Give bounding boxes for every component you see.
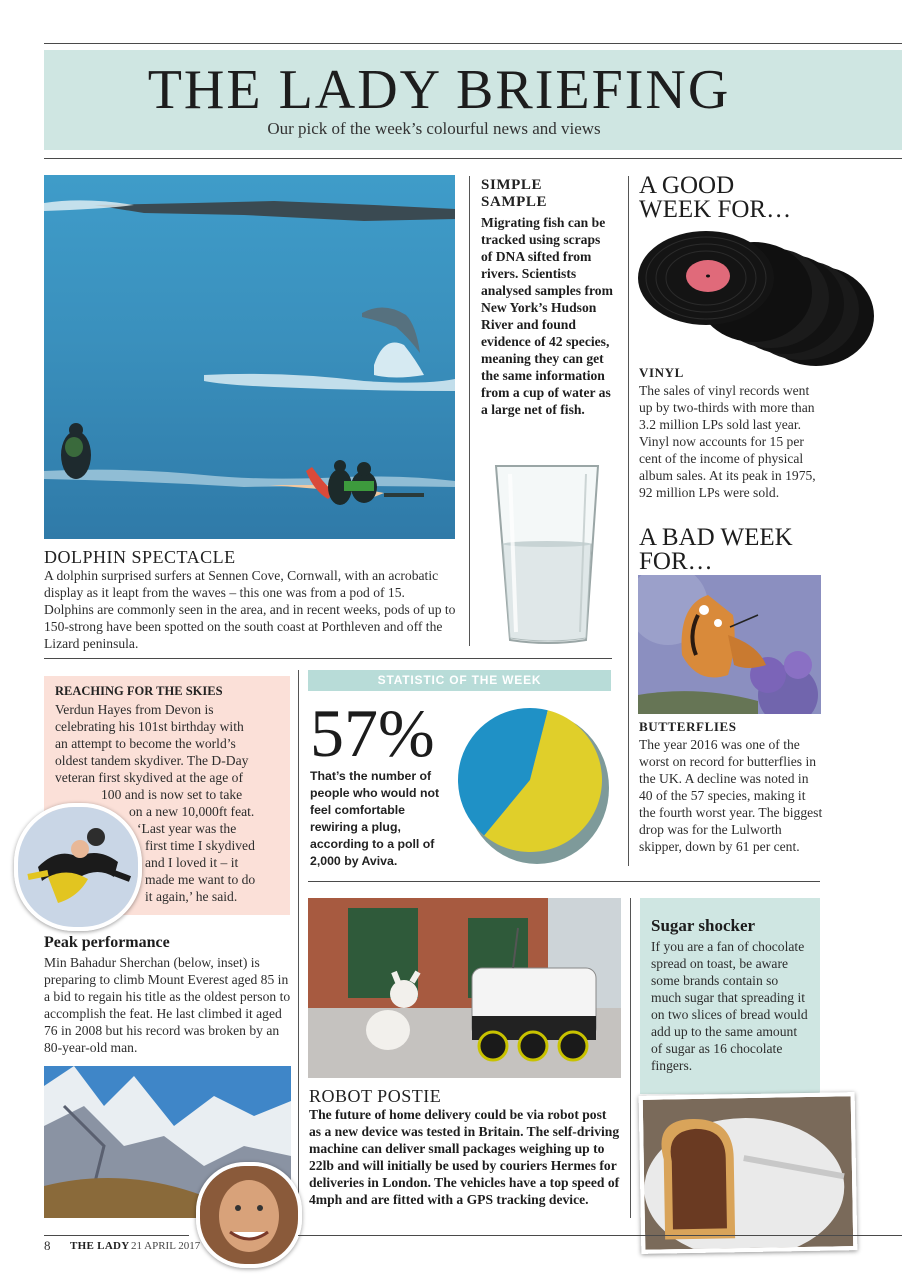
top-rule bbox=[44, 43, 902, 44]
dolphin-headline: DOLPHIN SPECTACLE bbox=[44, 547, 236, 567]
vinyl-body: The sales of vinyl records went up by two-thirds with more than 3.2 million LPs sold last year. Vinyl now accounts for 15 per cent of the income of physical album sales. At its peak in 1975, 92 million LPs were sold. bbox=[639, 383, 816, 500]
dolphin-body: A dolphin surprised surfers at Sennen Cove, Cornwall, with an acrobatic display as it leapt from the waves – this one was from a pod of 15. Dolphins are commonly seen in the area, and in recent weeks, pods of up to 150-strong have been spotted on the south coast at Porthleven and off the Lizard peninsula. bbox=[44, 568, 456, 651]
sherchan-photo bbox=[196, 1162, 302, 1268]
skies-line: veteran first skydived at the age of bbox=[55, 770, 243, 785]
skydiver-photo bbox=[14, 803, 142, 931]
dolphin-photo bbox=[44, 175, 455, 539]
sugar-body: If you are a fan of chocolate spread on toast, be aware some brands contain so much sugar that spreading it on two slices of bread would add up to the same amount of sugar as 16 chocolate fingers. bbox=[651, 939, 808, 1073]
chocolate-toast-photo bbox=[639, 1092, 858, 1254]
skies-line: ‘Last year was the bbox=[137, 821, 237, 836]
header-bottom-rule bbox=[44, 158, 902, 159]
column-divider bbox=[298, 670, 299, 1235]
page-subtitle: Our pick of the week’s colourful news and views bbox=[267, 119, 601, 138]
robot-headline: ROBOT POSTIE bbox=[309, 1086, 442, 1106]
page-number: 8 bbox=[44, 1238, 51, 1253]
skies-headline: REACHING FOR THE SKIES bbox=[55, 684, 223, 698]
section-rule bbox=[308, 881, 820, 882]
simple-sample-body: Migrating fish can be tracked using scraps of DNA sifted from rivers. Scientists analysed samples from New York’s Hudson River and found evidence of 42 species, meaning they can get the same information from a cup of water as a large net of fish. bbox=[481, 215, 613, 417]
page-title: THE LADY BRIEFING bbox=[147, 59, 731, 121]
footer-rule bbox=[298, 1235, 902, 1236]
statistic-banner: STATISTIC OF THE WEEK bbox=[308, 670, 611, 691]
column-divider bbox=[628, 176, 629, 866]
skies-line: and I loved it – it bbox=[145, 855, 239, 870]
vinyl-records-image bbox=[636, 228, 876, 368]
column-divider bbox=[469, 176, 470, 646]
skies-line: an attempt to become the world’s bbox=[55, 736, 236, 751]
bad-week-headline: A BAD WEEK FOR… bbox=[639, 524, 793, 575]
robot-body: The future of home delivery could be via robot post as a new device was tested in Britain. The self-driving machine can deliver small packages weighing up to 22lb and will initially be used by couriers Hermes for deliveries in London. The vehicles have a top speed of 4mph and are fitted with a GPS tracking device. bbox=[309, 1107, 620, 1207]
skies-line: it again,’ he said. bbox=[145, 889, 238, 904]
simple-sample-headline: SIMPLE SAMPLE bbox=[481, 177, 548, 210]
water-glass-image bbox=[490, 462, 610, 647]
skies-line: made me want to do bbox=[145, 872, 256, 887]
vinyl-subhead: VINYL bbox=[639, 365, 684, 380]
statistic-value: 57% bbox=[310, 695, 435, 771]
skies-line: Verdun Hayes from Devon is bbox=[55, 702, 214, 717]
statistic-description: That’s the number of people who would not feel comfortable rewiring a plug, according to a poll of 2,000 by Aviva. bbox=[310, 769, 440, 868]
skies-line: celebrating his 101st birthday with bbox=[55, 719, 244, 734]
peak-headline: Peak performance bbox=[44, 934, 170, 951]
issue-date: 21 APRIL 2017 bbox=[131, 1240, 201, 1252]
footer-rule bbox=[44, 1235, 189, 1236]
butterfly-photo bbox=[638, 575, 821, 714]
butterflies-body: The year 2016 was one of the worst on record for butterflies in the UK. A decline was noted in 40 of the 57 species, making it the fourth worst year. The biggest drop was for the Lulworth skipper, down by 61 per cent. bbox=[639, 737, 823, 854]
column-divider bbox=[630, 898, 631, 1218]
statistic-pie-chart bbox=[455, 700, 620, 870]
magazine-name: THE LADY bbox=[70, 1240, 130, 1252]
skies-line: oldest tandem skydiver. The D-Day bbox=[55, 753, 249, 768]
section-rule bbox=[44, 658, 612, 659]
butterflies-subhead: BUTTERFLIES bbox=[639, 719, 737, 734]
good-week-headline: A GOOD WEEK FOR… bbox=[639, 172, 792, 223]
sugar-headline: Sugar shocker bbox=[651, 916, 756, 935]
skies-line: on a new 10,000ft feat. bbox=[129, 804, 255, 819]
robot-photo bbox=[308, 898, 621, 1078]
peak-body: Min Bahadur Sherchan (below, inset) is preparing to climb Mount Everest aged 85 in a bid to regain his title as the oldest person to accomplish the feat. He last climbed it aged 76 in 2008 but his record was broken by an 80-year-old man. bbox=[44, 955, 291, 1055]
skies-line: 100 and is now set to take bbox=[101, 787, 243, 802]
skies-line: first time I skydived bbox=[145, 838, 255, 853]
